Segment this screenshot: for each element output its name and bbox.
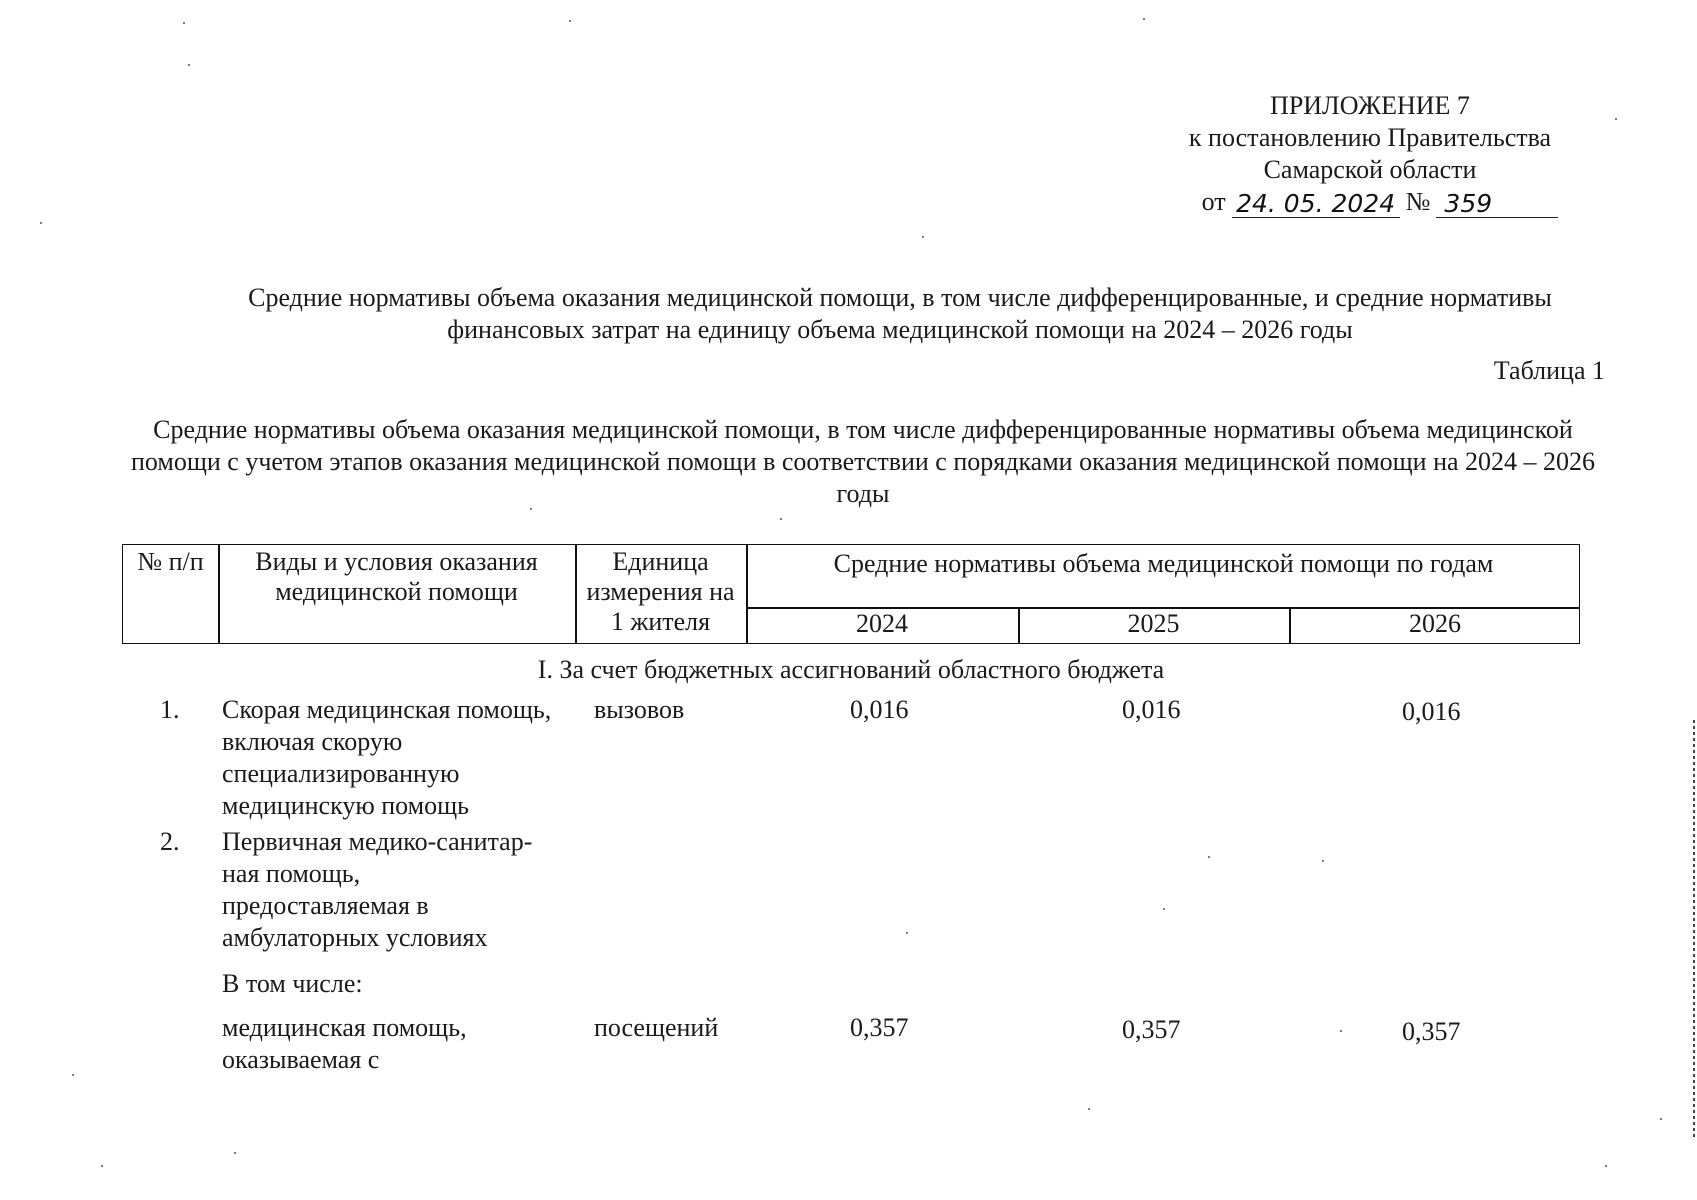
row-unit: посещений xyxy=(594,1013,719,1042)
row-name-line: оказываемая с xyxy=(222,1045,380,1074)
header-unit xyxy=(575,545,746,637)
row-value-2026: 0,016 xyxy=(1402,697,1461,726)
scan-speck xyxy=(101,1165,103,1167)
row-name-line: Первичная медико-санитар- xyxy=(222,827,533,856)
scan-edge-shadow xyxy=(1693,720,1695,1140)
section-title: I. За счет бюджетных ассигнований областного бюджета xyxy=(537,655,1165,684)
scan-speck xyxy=(1615,118,1617,120)
header-year-2025: 2025 xyxy=(1127,609,1180,638)
row-value-2026: 0,357 xyxy=(1402,1017,1461,1046)
scan-speck xyxy=(1163,908,1165,910)
row-name-line: В том числе: xyxy=(222,969,363,998)
date-prefix: от xyxy=(1201,187,1226,216)
row-name xyxy=(222,968,582,1000)
scan-speck xyxy=(1660,1118,1662,1120)
header-year-2026: 2026 xyxy=(1409,609,1461,638)
header-type-line: Виды и условия оказания xyxy=(255,547,538,576)
row-value-2024: 0,357 xyxy=(850,1013,909,1042)
scan-speck xyxy=(530,508,532,510)
scan-speck xyxy=(1208,856,1210,858)
row-name-line: медицинская помощь, xyxy=(222,1013,467,1042)
row-name-line: Скорая медицинская помощь, xyxy=(222,695,552,724)
header-unit-line: Единица xyxy=(612,547,709,576)
scan-speck xyxy=(40,222,42,224)
header-unit-line: измерения на xyxy=(586,577,735,606)
row-name-line: включая скорую xyxy=(222,727,403,756)
row-value-2024: 0,016 xyxy=(850,695,909,724)
row-name-line: ная помощь, xyxy=(222,859,361,888)
row-name-line: медицинскую помощь xyxy=(222,791,470,820)
scan-speck xyxy=(922,236,924,238)
row-name-line: специализированную xyxy=(222,759,460,788)
scan-speck xyxy=(1143,18,1145,20)
header-year-2024: 2024 xyxy=(856,609,908,638)
scan-speck xyxy=(906,932,908,934)
scan-speck xyxy=(1322,860,1324,862)
header-type xyxy=(218,545,575,607)
header-num: № п/п xyxy=(137,547,204,576)
table-label: Таблица 1 xyxy=(1493,356,1605,385)
row-number: 1. xyxy=(160,695,180,724)
appendix-title: ПРИЛОЖЕНИЕ 7 xyxy=(1270,91,1470,120)
appendix-decree-line: к постановлению Правительства xyxy=(1188,123,1552,152)
header-unit-line: 1 жителя xyxy=(610,607,711,636)
table-header xyxy=(122,544,1580,644)
header-norms: Средние нормативы объема медицинской помощи по годам xyxy=(833,549,1494,578)
scan-speck xyxy=(234,1152,236,1154)
row-name xyxy=(222,826,582,954)
scan-speck xyxy=(188,64,190,66)
scan-speck xyxy=(569,20,571,22)
scan-speck xyxy=(1605,1165,1607,1167)
number-label: № xyxy=(1405,187,1431,216)
appendix-region-line: Самарской области xyxy=(1263,155,1477,184)
header-type-line: медицинской помощи xyxy=(275,577,518,606)
row-name-line: предоставляемая в xyxy=(222,891,429,920)
row-name xyxy=(222,694,582,822)
scan-speck xyxy=(1088,1108,1090,1110)
row-value-2025: 0,016 xyxy=(1122,695,1181,724)
main-title: Средние нормативы объема оказания медицинской помощи, в том числе дифференцированные, и средние нормативы финансовых затрат на единицу объема медицинской помощи на 2024 – 2026 годы xyxy=(248,283,1552,344)
row-number: 2. xyxy=(160,827,180,856)
scan-speck xyxy=(1340,1030,1342,1032)
handwritten-date: 24. 05. 2024 xyxy=(1232,191,1400,218)
row-value-2025: 0,357 xyxy=(1122,1015,1181,1044)
row-name xyxy=(222,1012,582,1076)
appendix-block xyxy=(1150,90,1590,218)
handwritten-number: 359 xyxy=(1436,191,1558,218)
scan-speck xyxy=(72,1074,74,1076)
scan-speck xyxy=(780,518,782,520)
row-unit: вызовов xyxy=(594,695,685,724)
scan-speck xyxy=(183,22,185,24)
appendix-date-number-line xyxy=(1170,186,1590,218)
row-name-line: амбулаторных условиях xyxy=(222,923,488,952)
sub-title: Средние нормативы объема оказания медицинской помощи, в том числе дифференцированные нормативы объема медицинской помощи с учетом этапов оказания медицинской помощи в соответствии с порядками оказания медицинской помощи на 2024 – 2026 годы xyxy=(130,415,1596,508)
